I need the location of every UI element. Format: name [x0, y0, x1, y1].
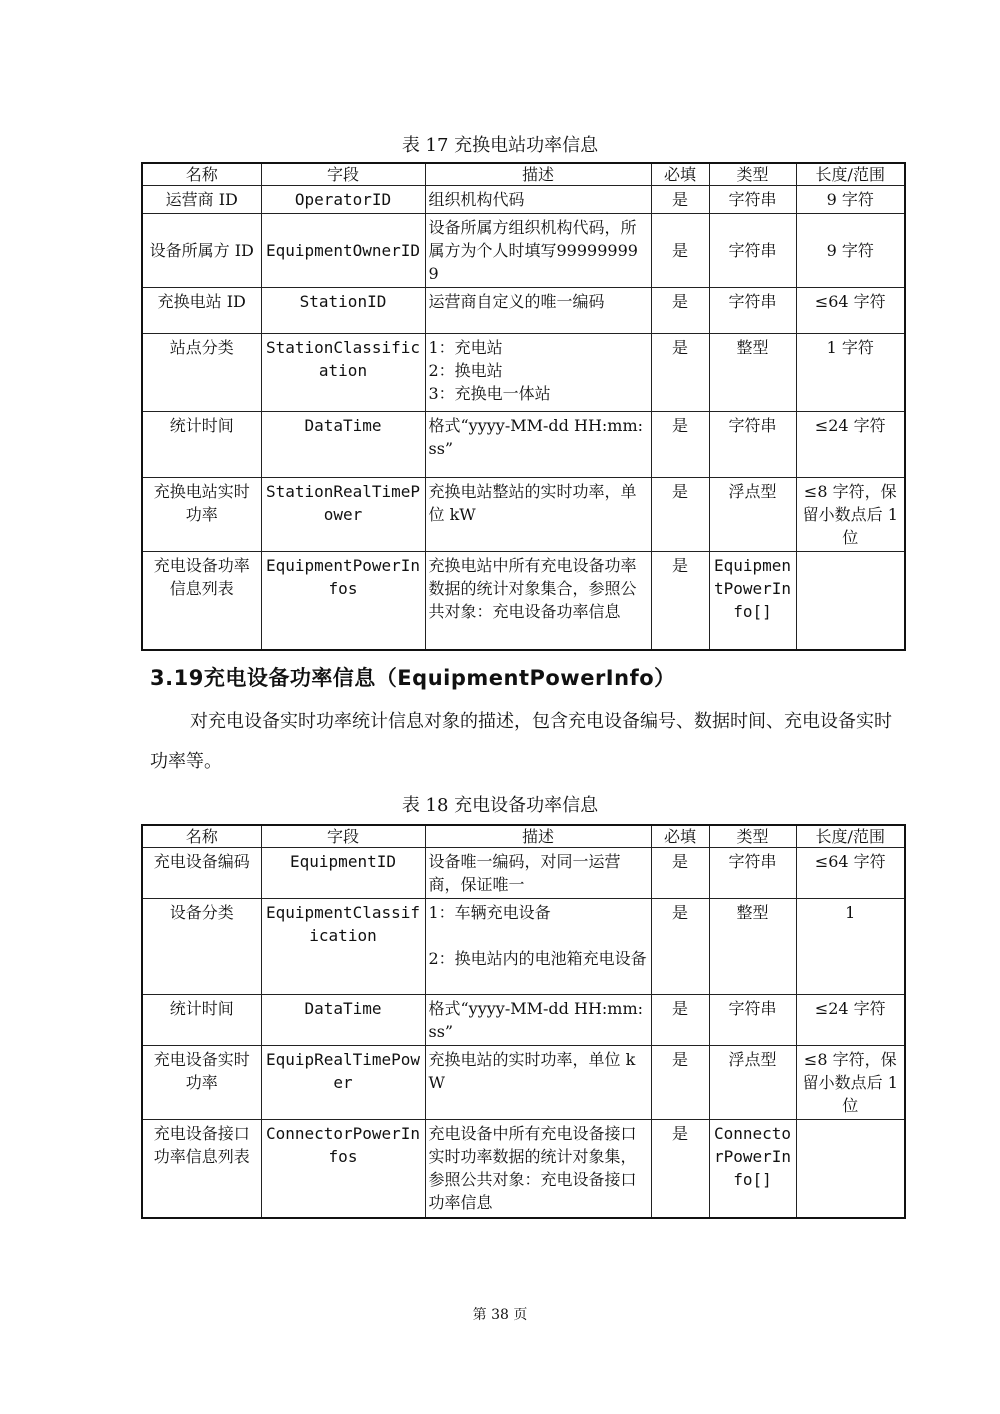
cell-name: 设备所属方 ID: [142, 214, 261, 288]
page-number: 第 38 页: [472, 1307, 528, 1323]
header-required: 必填: [651, 825, 709, 848]
cell-field: StationClassification: [261, 334, 425, 412]
cell-field: ConnectorPowerInfos: [261, 1120, 425, 1218]
cell-required: 是: [651, 412, 709, 478]
cell-name: 充电设备实时功率: [142, 1046, 261, 1120]
header-desc: 描述: [425, 825, 651, 848]
cell-field: EquipRealTimePower: [261, 1046, 425, 1120]
cell-desc: 充换电站中所有充电设备功率数据的统计对象集合，参照公共对象：充电设备功率信息: [425, 552, 651, 650]
cell-length: ≤8 字符，保留小数点后 1 位: [796, 478, 905, 552]
cell-desc: 1：车辆充电设备 2：换电站内的电池箱充电设备: [425, 899, 651, 995]
cell-desc: 充换电站的实时功率，单位 kW: [425, 1046, 651, 1120]
cell-type: ConnectorPowerInfo[]: [709, 1120, 796, 1218]
cell-name: 充电设备接口功率信息列表: [142, 1120, 261, 1218]
cell-field: StationRealTimePower: [261, 478, 425, 552]
cell-field: EquipmentPowerInfos: [261, 552, 425, 650]
cell-type: 浮点型: [709, 1046, 796, 1120]
cell-type: 整型: [709, 899, 796, 995]
cell-desc: 充换电站整站的实时功率，单位 kW: [425, 478, 651, 552]
cell-required: 是: [651, 552, 709, 650]
cell-type: 字符串: [709, 412, 796, 478]
header-desc: 描述: [425, 163, 651, 186]
cell-desc: 组织机构代码: [425, 186, 651, 214]
cell-length: 1: [796, 899, 905, 995]
cell-required: 是: [651, 288, 709, 334]
cell-name: 充电设备编码: [142, 848, 261, 899]
table-header-row: [142, 163, 905, 186]
cell-required: 是: [651, 478, 709, 552]
cell-name: 运营商 ID: [142, 186, 261, 214]
cell-desc: 格式“yyyy-MM-dd HH:mm:ss”: [425, 412, 651, 478]
cell-required: 是: [651, 848, 709, 899]
table-row: [142, 899, 905, 995]
cell-required: 是: [651, 334, 709, 412]
cell-required: 是: [651, 214, 709, 288]
cell-length: 9 字符: [796, 186, 905, 214]
cell-type: EquipmentPowerInfo[]: [709, 552, 796, 650]
cell-field: EquipmentOwnerID: [261, 214, 425, 288]
cell-required: 是: [651, 1046, 709, 1120]
table-17: [141, 162, 906, 651]
header-type: 类型: [709, 825, 796, 848]
table-row: [142, 412, 905, 478]
table-17-caption: 表 17 充换电站功率信息: [401, 135, 599, 156]
cell-name: 统计时间: [142, 995, 261, 1046]
header-type: 类型: [709, 163, 796, 186]
table-header-row: [142, 825, 905, 848]
cell-desc: 运营商自定义的唯一编码: [425, 288, 651, 334]
cell-field: DataTime: [261, 995, 425, 1046]
table-row: [142, 288, 905, 334]
cell-type: 浮点型: [709, 478, 796, 552]
cell-desc: 设备唯一编码，对同一运营商，保证唯一: [425, 848, 651, 899]
cell-name: 充换电站实时功率: [142, 478, 261, 552]
cell-desc: 设备所属方组织机构代码，所属方为个人时填写999999999: [425, 214, 651, 288]
header-length: 长度/范围: [796, 825, 905, 848]
cell-required: 是: [651, 186, 709, 214]
header-name: 名称: [142, 163, 261, 186]
cell-desc: 充电设备中所有充电设备接口实时功率数据的统计对象集，参照公共对象：充电设备接口功率信息: [425, 1120, 651, 1218]
cell-name: 设备分类: [142, 899, 261, 995]
header-required: 必填: [651, 163, 709, 186]
table-row: [142, 478, 905, 552]
table-row: [142, 214, 905, 288]
cell-type: 字符串: [709, 848, 796, 899]
cell-type: 字符串: [709, 186, 796, 214]
table-18-caption: 表 18 充电设备功率信息: [401, 795, 599, 816]
table-row: [142, 186, 905, 214]
table-row: [142, 552, 905, 650]
cell-type: 整型: [709, 334, 796, 412]
cell-field: StationID: [261, 288, 425, 334]
cell-required: 是: [651, 1120, 709, 1218]
header-length: 长度/范围: [796, 163, 905, 186]
table-18: [141, 824, 906, 1219]
cell-desc: 格式“yyyy-MM-dd HH:mm:ss”: [425, 995, 651, 1046]
table-row: [142, 334, 905, 412]
table-row: [142, 1046, 905, 1120]
header-field: 字段: [261, 163, 425, 186]
cell-type: 字符串: [709, 288, 796, 334]
cell-length: ≤24 字符: [796, 412, 905, 478]
paragraph-text: 对充电设备实时功率统计信息对象的描述，包含充电设备编号、数据时间、充电设备实时功率等。: [150, 711, 892, 772]
table-row: [142, 848, 905, 899]
cell-length: 9 字符: [796, 214, 905, 288]
cell-field: DataTime: [261, 412, 425, 478]
cell-desc: 1：充电站 2：换电站 3：充换电一体站: [425, 334, 651, 412]
cell-length: ≤24 字符: [796, 995, 905, 1046]
cell-name: 充电设备功率信息列表: [142, 552, 261, 650]
cell-name: 站点分类: [142, 334, 261, 412]
cell-length: ≤64 字符: [796, 848, 905, 899]
cell-type: 字符串: [709, 214, 796, 288]
cell-length: ≤64 字符: [796, 288, 905, 334]
cell-length: 1 字符: [796, 334, 905, 412]
table-row: [142, 1120, 905, 1218]
cell-length: [796, 1120, 905, 1218]
cell-required: 是: [651, 995, 709, 1046]
section-paragraph: [150, 702, 905, 782]
cell-required: 是: [651, 899, 709, 995]
cell-field: EquipmentID: [261, 848, 425, 899]
cell-name: 充换电站 ID: [142, 288, 261, 334]
cell-name: 统计时间: [142, 412, 261, 478]
cell-type: 字符串: [709, 995, 796, 1046]
cell-field: OperatorID: [261, 186, 425, 214]
header-name: 名称: [142, 825, 261, 848]
table-row: [142, 995, 905, 1046]
cell-field: EquipmentClassification: [261, 899, 425, 995]
header-field: 字段: [261, 825, 425, 848]
cell-length: [796, 552, 905, 650]
cell-length: ≤8 字符，保留小数点后 1 位: [796, 1046, 905, 1120]
section-heading: 3.19充电设备功率信息（EquipmentPowerInfo）: [150, 666, 676, 690]
